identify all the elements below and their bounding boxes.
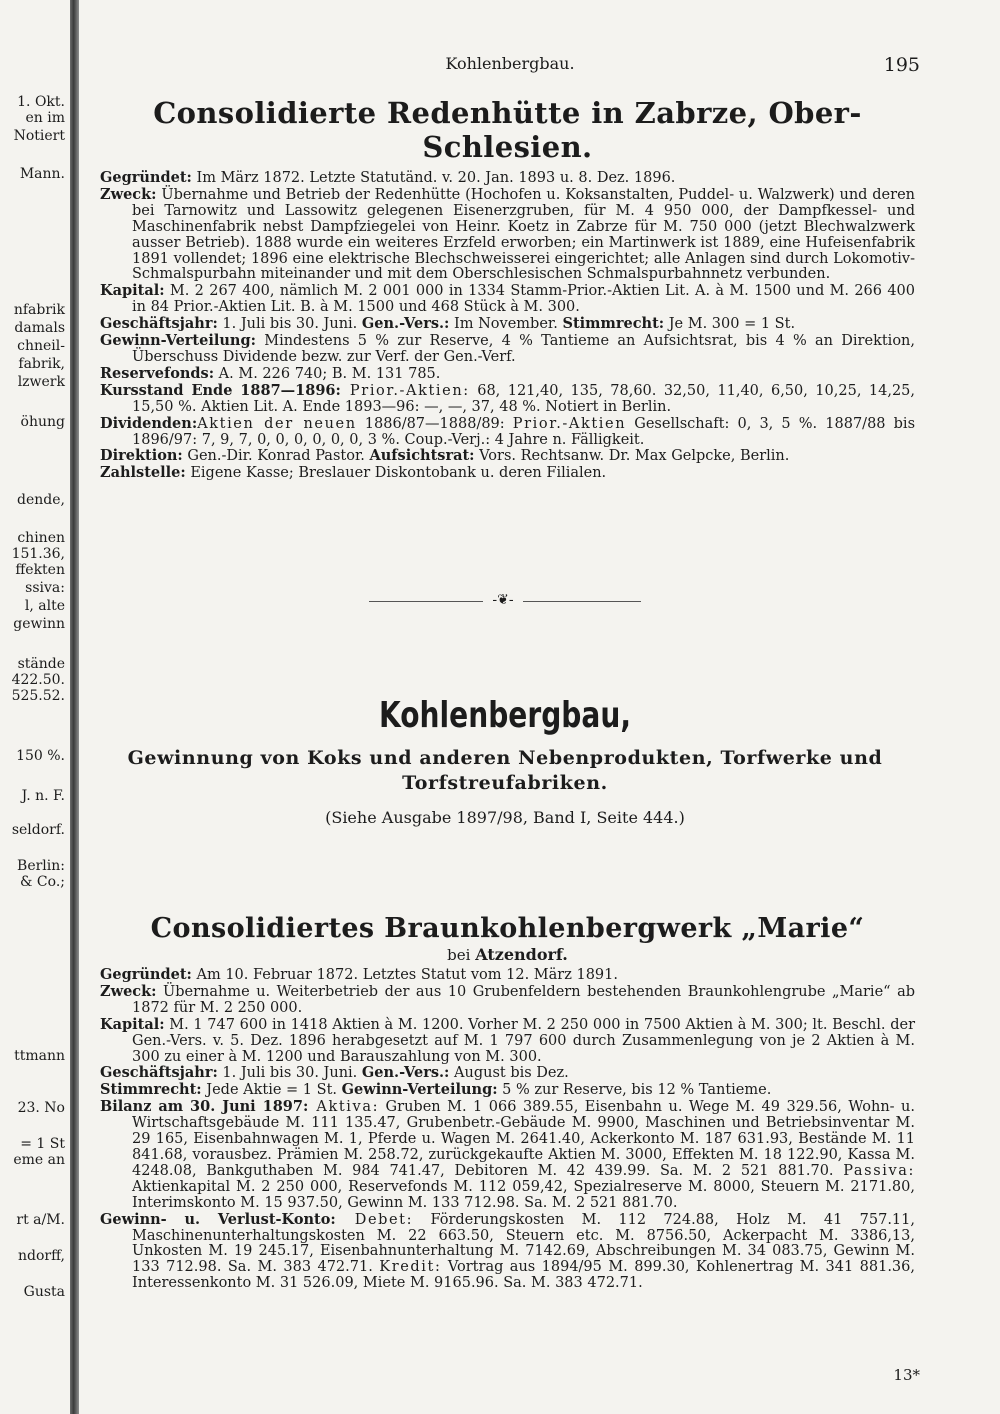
paragraph-text: A. M. 226 740; B. M. 131 785. bbox=[214, 365, 441, 382]
paragraph-text: Gruben M. 1 066 389.55, Eisenbahn u. Wege M. 49 329.56, Wohn- u. Wirtschaftsgebäude M. 111 135.47, Grubenbetr.-Gebäude M. 9900, Maschinen und Betriebsinventar M. 29 165, Eisenbahnwagen M. 1, Pferde u. Wagen M. 2641.40, Ackerkonto M. 187 631.93, Bestände M. 11 841.68, vorausbez. Prämien M. 258.72, zurückgekaufte Aktien M. 3000, Effekten M. 18 122.90, Kassa M. 4248.08, Bankguthaben M. 984 741.47, Debitoren M. 42 439.99. Sa. M. 2 521 881.70. bbox=[132, 1099, 915, 1179]
paragraph-text: Eigene Kasse; Breslauer Diskontobank u. deren Filialen. bbox=[185, 465, 607, 482]
entry-body bbox=[100, 170, 915, 482]
margin-fragment: dende, bbox=[17, 492, 65, 508]
entry-paragraph bbox=[100, 416, 915, 449]
separator-line-right bbox=[523, 601, 641, 602]
margin-fragment: Gusta bbox=[23, 1284, 65, 1300]
spaced-text: Prior.-Aktien bbox=[512, 415, 627, 432]
separator-ornament: -❦- bbox=[492, 592, 514, 608]
paragraph-text: Im November. bbox=[449, 316, 563, 333]
margin-fragment: Mann. bbox=[19, 166, 65, 182]
entry-marie bbox=[100, 912, 915, 1292]
margin-fragment: J. n. F. bbox=[21, 788, 65, 804]
paragraph-text: 1886/87—1888/89: bbox=[356, 415, 513, 432]
page-header bbox=[100, 54, 920, 80]
spaced-text: Passiva: bbox=[843, 1162, 915, 1179]
paragraph-label: Bilanz am 30. Juni 1897: bbox=[100, 1098, 309, 1116]
margin-fragment: seldorf. bbox=[11, 822, 65, 838]
entry-paragraph bbox=[100, 333, 915, 366]
paragraph-label: Gen.-Vers.: bbox=[361, 1064, 450, 1082]
paragraph-label: Zweck: bbox=[100, 185, 157, 203]
entry-paragraph bbox=[100, 187, 915, 283]
paragraph-label: Kapital: bbox=[100, 1015, 165, 1033]
paragraph-text: Vortrag aus 1894/95 M. 899.30, Kohlenertrag M. 341 881.36, Interessenkonto M. 31 526.09, Miete M. 9165.96. Sa. M. 383 472.71. bbox=[132, 1259, 915, 1292]
entry-paragraph bbox=[100, 170, 915, 187]
margin-fragment: 525.52. bbox=[11, 688, 65, 704]
entry-paragraph bbox=[100, 448, 915, 465]
spaced-text: Aktien der neuen bbox=[197, 415, 357, 432]
margin-fragment: öhung bbox=[20, 414, 65, 430]
spaced-text: Debet: bbox=[335, 1211, 414, 1228]
paragraph-text: Im März 1872. Letzte Statutänd. v. 20. Jan. 1893 u. 8. Dez. 1896. bbox=[191, 170, 676, 186]
margin-fragment: chinen bbox=[17, 530, 65, 546]
section-heading bbox=[90, 692, 920, 827]
paragraph-text: 68, 121,40, 135, 78,60. 32,50, 11,40, 6,50, 10,25, 14,25, 15,50 %. Aktien Lit. A. Ende 1893—96: —, —, 37, 48 %. Notiert in Berlin. bbox=[132, 382, 916, 415]
paragraph-text: 1. Juli bis 30. Juni. bbox=[217, 316, 362, 333]
section-title: Kohlenbergbau, bbox=[378, 695, 632, 736]
entry-paragraph bbox=[100, 283, 915, 316]
paragraph-text: Mindestens 5 % zur Reserve, 4 % Tantieme an Aufsichtsrat, bis 4 % an Direktion, Überschuss Dividende bezw. zur Verf. der Gen.-Verf. bbox=[132, 333, 915, 365]
margin-fragment: 151.36, bbox=[11, 546, 65, 562]
paragraph-label: Direktion: bbox=[100, 447, 183, 465]
paragraph-label: Gen.-Vers.: bbox=[361, 315, 450, 333]
entry-paragraph bbox=[100, 984, 915, 1017]
margin-fragment: 150 %. bbox=[16, 748, 65, 764]
entry-redenhuette bbox=[100, 96, 915, 482]
margin-fragment: fabrik, bbox=[18, 356, 65, 372]
paragraph-label: Geschäftsjahr: bbox=[100, 315, 218, 333]
margin-fragment: nfabrik bbox=[13, 302, 65, 318]
margin-fragment: ndorff, bbox=[18, 1248, 65, 1264]
entry-body bbox=[100, 967, 915, 1292]
margin-fragment: & Co.; bbox=[20, 874, 65, 890]
section-subtitle: Gewinnung von Koks und anderen Nebenprodukten, Torfwerke und Torfstreufabriken. bbox=[127, 747, 883, 794]
paragraph-text: M. 1 747 600 in 1418 Aktien à M. 1200. Vorher M. 2 250 000 in 7500 Aktien à M. 300; lt. Beschl. der Gen.-Vers. v. 5. Dez. 1896 herabgesetzt auf M. 1 797 600 durch Zusammenlegung von je 2 Aktien à M. 300 zu einer à M. 1200 und Barauszahlung von M. 300. bbox=[132, 1016, 915, 1065]
entry-paragraph bbox=[100, 967, 915, 984]
margin-fragment: eme an bbox=[13, 1152, 65, 1168]
spaced-text: Prior.-Aktien: bbox=[340, 382, 470, 399]
signature-mark: 13* bbox=[893, 1366, 920, 1384]
paragraph-text: August bis Dez. bbox=[449, 1065, 569, 1082]
paragraph-label: Gewinn- u. Verlust-Konto: bbox=[100, 1210, 336, 1228]
entry-paragraph bbox=[100, 1099, 915, 1211]
paragraph-text: M. 2 267 400, nämlich M. 2 001 000 in 1334 Stamm-Prior.-Aktien Lit. A. à M. 1500 und M. 266 400 in 84 Prior.-Aktien Lit. B. à M. 1500 und 468 Stück à M. 300. bbox=[132, 283, 915, 316]
margin-fragment: ttmann bbox=[14, 1048, 65, 1064]
margin-fragment: 1. Okt. bbox=[17, 94, 65, 110]
margin-fragment: ssiva: bbox=[25, 580, 65, 596]
margin-fragment: chneil- bbox=[17, 338, 65, 354]
paragraph-label: Gewinn-Verteilung: bbox=[100, 332, 256, 350]
paragraph-text: Förderungskosten M. 112 724.88, Holz M. 41 757.11, Maschinenunterhaltungskosten M. 22 663.50, Steuern etc. M. 8756.50, Ackerpacht M. 3386,13, Unkosten M. 19 245.17, Eisenbahnunterhaltung M. 7142.69, Abschreibungen M. 34 083.75, Gewinn M. 133 712.98. Sa. M. 383 472.71. bbox=[132, 1211, 915, 1276]
separator-line-left bbox=[369, 601, 483, 602]
paragraph-label: Kapital: bbox=[100, 282, 165, 300]
entry-paragraph bbox=[100, 465, 915, 482]
paragraph-label: Gegründet: bbox=[100, 966, 192, 983]
entry-location bbox=[100, 946, 915, 964]
paragraph-label: Aufsichtsrat: bbox=[369, 447, 475, 465]
margin-fragment: 23. No bbox=[17, 1100, 65, 1116]
paragraph-text: Gesellschaft: 0, 3, 5 %. bbox=[626, 415, 826, 432]
margin-fragment: 422.50. bbox=[11, 672, 65, 688]
paragraph-text: 5 % zur Reserve, bis 12 % Tantieme. bbox=[497, 1082, 772, 1099]
paragraph-label: Stimmrecht: bbox=[100, 1081, 202, 1099]
paragraph-label: Geschäftsjahr: bbox=[100, 1064, 218, 1082]
margin-fragment: ffekten bbox=[15, 562, 65, 578]
spaced-text: Kredit: bbox=[379, 1259, 442, 1276]
margin-fragment: damals bbox=[14, 320, 65, 336]
paragraph-label: Reservefonds: bbox=[100, 364, 215, 382]
paragraph-text: Übernahme u. Weiterbetrieb der aus 10 Grubenfeldern bestehenden Braunkohlengrube „Marie“ ab 1872 für M. 2 250 000. bbox=[132, 983, 915, 1016]
location-name: Atzendorf. bbox=[475, 945, 568, 964]
paragraph-text: Am 10. Februar 1872. Letztes Statut vom 12. März 1891. bbox=[191, 967, 618, 983]
paragraph-text: Vors. Rechtsanw. Dr. Max Gelpcke, Berlin. bbox=[474, 448, 790, 465]
section-reference: (Siehe Ausgabe 1897/98, Band I, Seite 444.) bbox=[325, 808, 685, 827]
entry-paragraph bbox=[100, 1212, 915, 1293]
entry-paragraph bbox=[100, 1065, 915, 1082]
running-title: Kohlenbergbau. bbox=[445, 54, 575, 73]
paragraph-text: Übernahme und Betrieb der Redenhütte (Hochofen u. Koksanstalten, Puddel- u. Walzwerk) und deren bei Tarnowitz und Lassowitz gelegenen Eisenerzgruben, für M. 4 950 000, der Dampfkessel- und Maschinenfabrik nebst Dampfziegelei von Heinr. Koetz in Zabrze für M. 750 000 (jetzt Blechwalzwerk ausser Betrieb). 1888 wurde ein weiteres Erzfeld erworben; ein Martinwerk ist 1889, eine Hufeisenfabrik 1891 vollendet; 1896 eine elektrische Blechschweisserei eingerichtet; alle Anlagen sind durch Lokomotiv-Schmalspurbahn miteinander und mit dem Oberschlesischen Schmalspurbahnnetz verbunden. bbox=[132, 186, 915, 283]
spaced-text: Aktiva: bbox=[308, 1099, 380, 1116]
entry-title: Consolidiertes Braunkohlenbergwerk „Marie“ bbox=[150, 913, 865, 944]
gutter-shadow bbox=[70, 0, 79, 1414]
entry-title: Consolidierte Redenhütte in Zabrze, Ober-Schlesien. bbox=[153, 96, 862, 164]
paragraph-label: Dividenden: bbox=[100, 414, 198, 432]
paragraph-text: Aktienkapital M. 2 250 000, Reservefonds M. 112 059,42, Spezialreserve M. 8000, Steuern M. 2171.80, Interimskonto M. 15 937.50, Gewinn M. 133 712.98. Sa. M. 2 521 881.70. bbox=[132, 1178, 915, 1211]
entry-paragraph bbox=[100, 383, 915, 416]
margin-fragment: = 1 St bbox=[20, 1136, 65, 1152]
margin-fragment: rt a/M. bbox=[16, 1212, 65, 1228]
margin-fragment: gewinn bbox=[13, 616, 65, 632]
margin-fragment: stände bbox=[17, 656, 65, 672]
paragraph-label: Gegründet: bbox=[100, 169, 192, 186]
entry-paragraph bbox=[100, 366, 915, 383]
margin-fragment: l, alte bbox=[24, 598, 65, 614]
margin-fragment: lzwerk bbox=[17, 374, 65, 390]
paragraph-text: 1887/88 bis 1896/97: 7, 9, 7, 0, 0, 0, 0, 0, 0, 3 %. Coup.-Verj.: 4 Jahre n. Fälligkeit. bbox=[132, 415, 916, 448]
paragraph-label: Zahlstelle: bbox=[100, 464, 186, 482]
page-number: 195 bbox=[883, 54, 920, 76]
margin-fragment: Notiert bbox=[13, 128, 65, 144]
entry-paragraph bbox=[100, 316, 915, 333]
paragraph-label: Gewinn-Verteilung: bbox=[341, 1081, 498, 1099]
paragraph-text: Je M. 300 = 1 St. bbox=[664, 316, 796, 333]
margin-fragment: Berlin: bbox=[17, 858, 65, 874]
section-separator bbox=[369, 592, 641, 608]
entry-paragraph bbox=[100, 1082, 915, 1099]
paragraph-label: Zweck: bbox=[100, 982, 157, 1000]
entry-paragraph bbox=[100, 1017, 915, 1066]
paragraph-text: 1. Juli bis 30. Juni. bbox=[217, 1065, 362, 1082]
location-prefix: bei bbox=[447, 946, 476, 964]
paragraph-label: Kursstand Ende 1887—1896: bbox=[100, 381, 341, 399]
margin-fragment: en im bbox=[25, 110, 65, 126]
paragraph-text: Jede Aktie = 1 St. bbox=[201, 1082, 342, 1099]
paragraph-text: Gen.-Dir. Konrad Pastor. bbox=[182, 448, 370, 465]
paragraph-label: Stimmrecht: bbox=[562, 315, 665, 333]
previous-page-margin bbox=[0, 0, 68, 1414]
